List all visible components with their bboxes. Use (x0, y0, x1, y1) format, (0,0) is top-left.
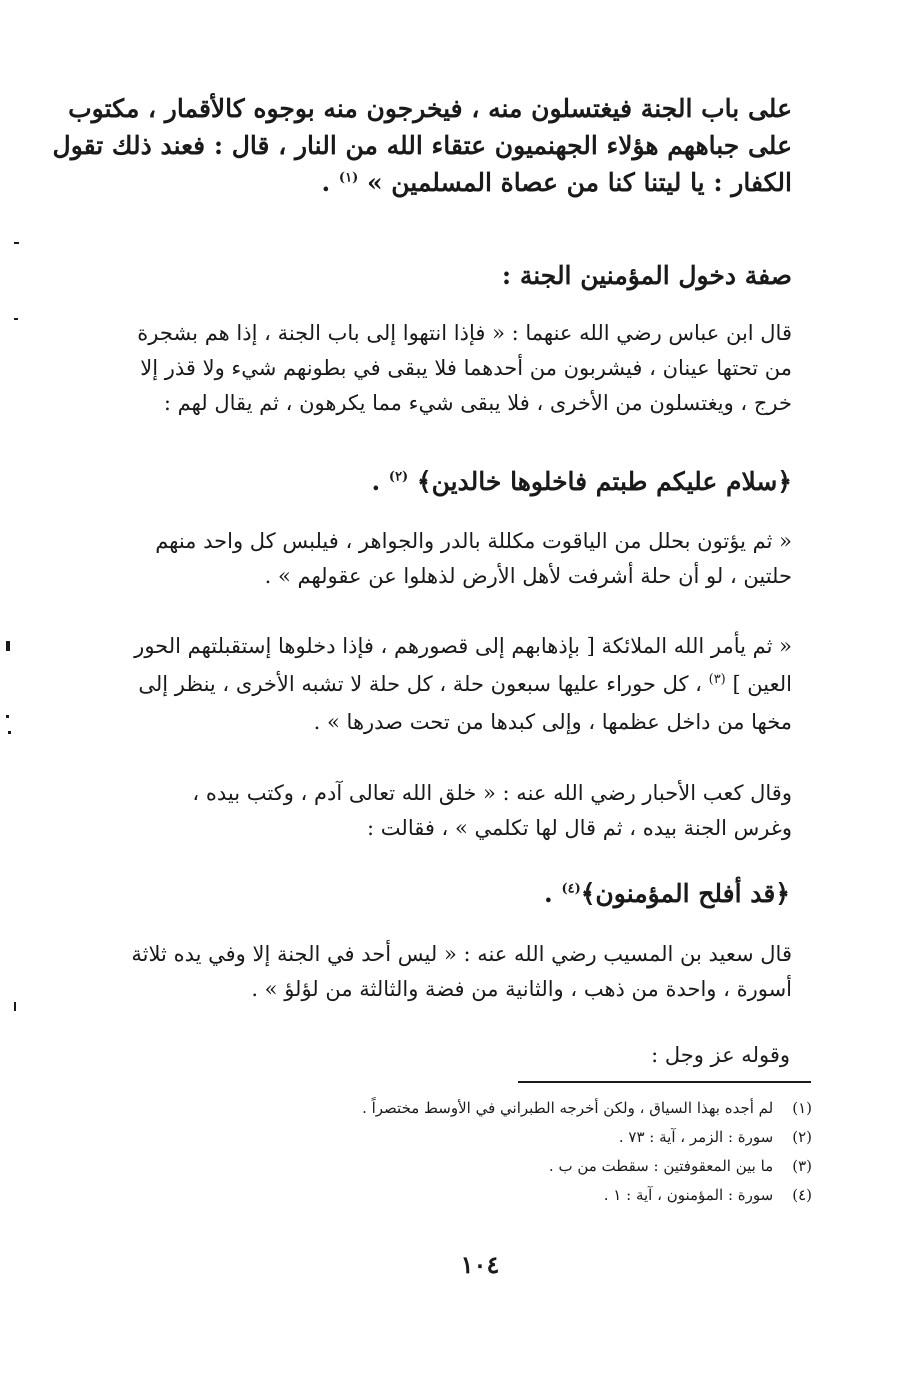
intro-end: . (321, 168, 339, 197)
paragraph-line: أسورة ، واحدة من ذهب ، والثانية من فضة والثالثة من لؤلؤ » . (251, 977, 792, 1001)
paragraph-ibn-abbas (96, 316, 792, 421)
paragraph-line: قال سعيد بن المسيب رضي الله عنه : « ليس أحد في الجنة إلا وفي يده ثلاثة (131, 942, 792, 966)
line-start: العين ] (732, 672, 792, 696)
verse-text: ﴿سلام عليكم طبتم فاخلوها خالدين﴾ (416, 467, 792, 496)
scan-mark (14, 242, 19, 244)
intro-paragraph (52, 90, 792, 201)
footnote-ref-2: (٢) (388, 469, 409, 485)
footnote-text: لم أجده بهذا السياق ، ولكن أخرجه الطبراني في الأوسط مختصراً . (362, 1099, 774, 1117)
footnote-text: سورة : المؤمنون ، آية : ١ . (603, 1186, 774, 1204)
paragraph-line: وقال كعب الأحبار رضي الله عنه : « خلق الله تعالى آدم ، وكتب بيده ، (192, 781, 792, 805)
paragraph-line: من تحتها عينان ، فيشربون من أحدهما فلا يبقى في بطونهم شيء ولا قذر إلا (140, 356, 792, 380)
footnote-number: (٤) (792, 1186, 812, 1204)
scan-mark (14, 1002, 16, 1011)
paragraph-line: « ثم يأمر الله الملائكة [ بإذهابهم إلى قصورهم ، فإذا دخلوها إستقبلتهم الحور (134, 634, 792, 658)
paragraph-line: مخها من داخل عظمها ، وإلى كبدها من تحت صدرها » . (313, 710, 792, 734)
paragraph-his-saying: وقوله عز وجل : (651, 1043, 790, 1067)
intro-line: على باب الجنة فيغتسلون منه ، فيخرجون منه بوجوه كالأقمار ، مكتوب (68, 94, 792, 123)
page-number: ١٠٤ (460, 1250, 500, 1279)
footnote-text: سورة : الزمر ، آية : ٧٣ . (618, 1128, 774, 1146)
paragraph-line: وغرس الجنة بيده ، ثم قال لها تكلمي » ، فقالت : (367, 816, 792, 840)
footnote-item (362, 1094, 812, 1123)
paragraph-garments (103, 524, 792, 594)
paragraph-angels (103, 627, 792, 741)
footnote-item (362, 1181, 812, 1210)
footnote-ref-4: (٤) (561, 881, 581, 897)
intro-last-text: الكفار : يا ليتنا كنا من عصاة المسلمين » (366, 168, 792, 197)
footnotes (362, 1094, 812, 1210)
quran-verse-2 (544, 874, 790, 914)
footnote-text: ما بين المعقوفتين : سقطت من ب . (548, 1157, 774, 1175)
paragraph-line (103, 665, 792, 703)
footnote-item (362, 1123, 812, 1152)
verse-end: . (371, 467, 389, 496)
footnote-number: (٢) (792, 1128, 812, 1146)
footnote-divider (518, 1081, 811, 1083)
line-rest: ، كل حوراء عليها سبعون حلة ، كل حلة لا تشبه الأخرى ، ينظر إلى (138, 672, 709, 696)
paragraph-line: « ثم يؤتون بحلل من الياقوت مكللة بالدر والجواهر ، فيلبس كل واحد منهم (155, 529, 792, 553)
footnote-number: (١) (792, 1099, 812, 1117)
paragraph-line: حلتين ، لو أن حلة أشرفت لأهل الأرض لذهلوا عن عقولهم » . (264, 564, 792, 588)
verse-text: ﴿قد أفلح المؤمنون﴾ (580, 879, 790, 908)
scan-mark (8, 731, 11, 734)
paragraph-said (103, 937, 792, 1007)
paragraph-line: قال ابن عباس رضي الله عنهما : « فإذا انتهوا إلى باب الجنة ، إذا هم بشجرة (137, 321, 792, 345)
footnote-number: (٣) (792, 1157, 812, 1175)
footnote-item (362, 1152, 812, 1181)
footnote-ref-3: (٣) (708, 672, 726, 687)
paragraph-kaab (103, 776, 792, 846)
scan-mark (6, 641, 10, 651)
scan-mark (14, 318, 18, 320)
intro-line-last (95, 164, 792, 201)
intro-line: على جباههم هؤلاء الجهنميون عتقاء الله من النار ، قال : فعند ذلك تقول (52, 131, 792, 160)
quran-verse-1 (371, 462, 792, 502)
verse-end: . (544, 879, 562, 908)
paragraph-line: خرج ، ويغتسلون من الأخرى ، فلا يبقى شيء مما يكرهون ، ثم يقال لهم : (163, 391, 792, 415)
footnote-ref-1: (١) (338, 170, 359, 186)
scan-mark (6, 715, 9, 718)
section-heading: صفة دخول المؤمنين الجنة : (501, 261, 792, 290)
